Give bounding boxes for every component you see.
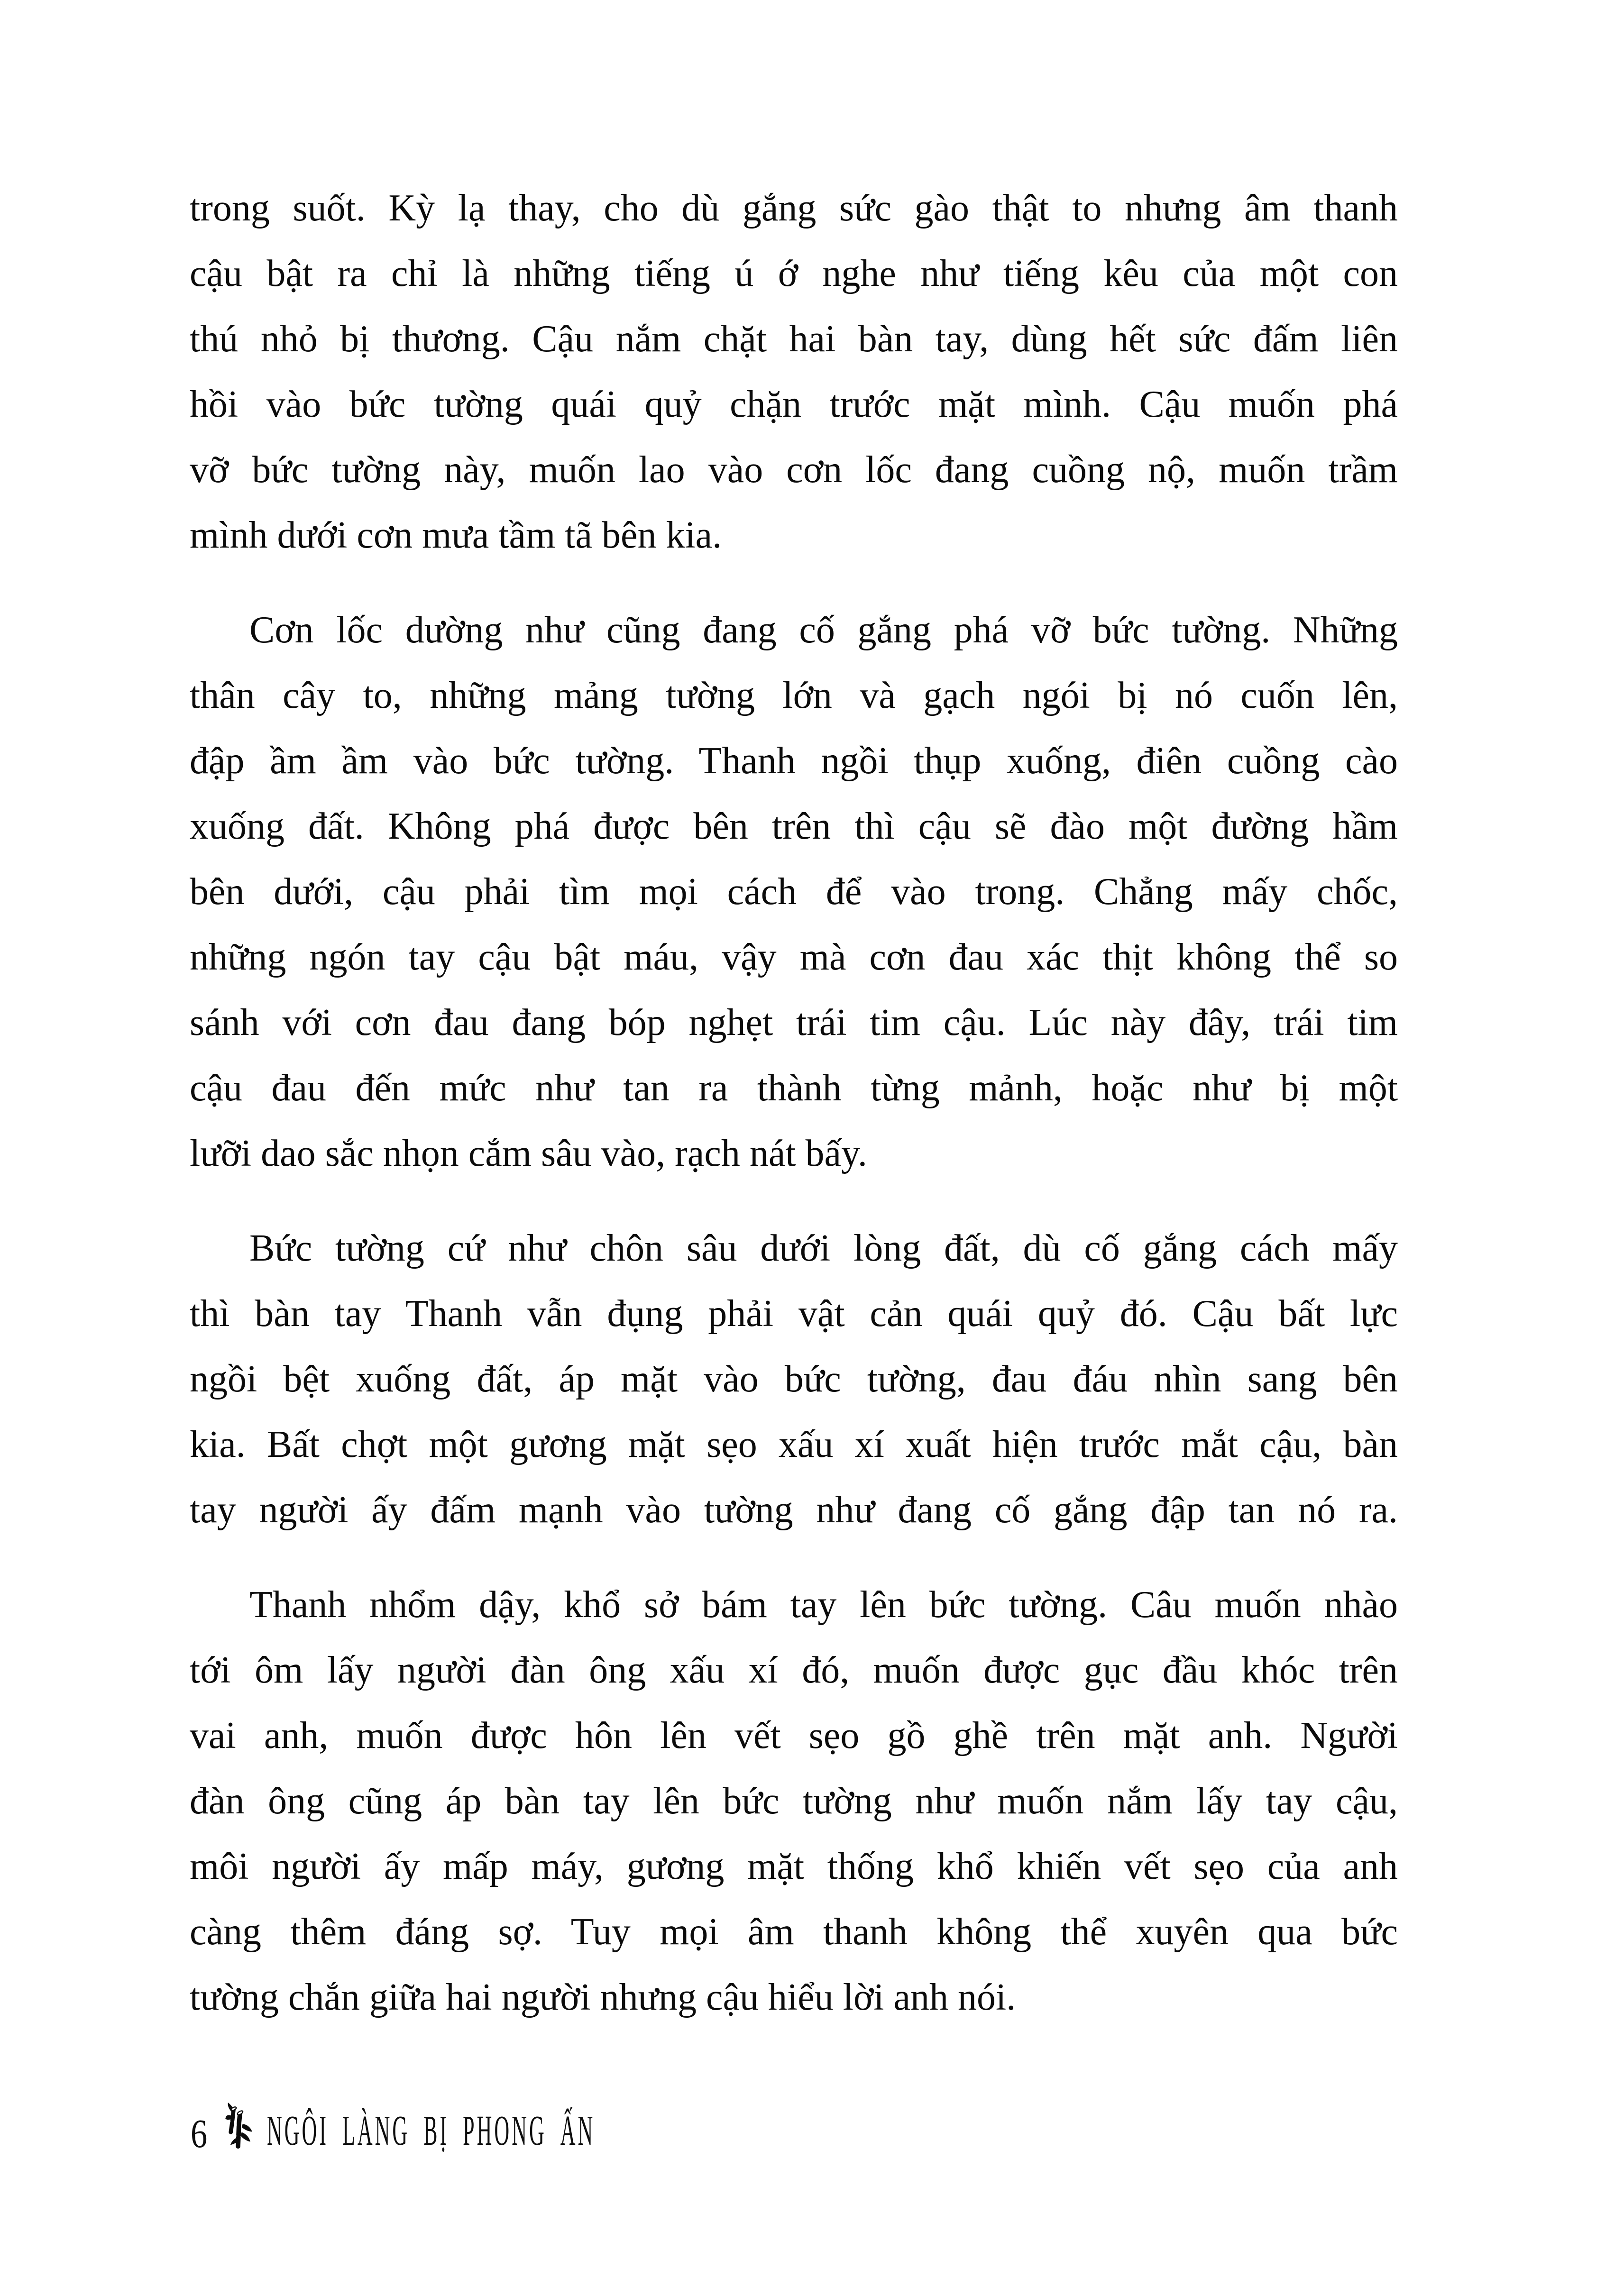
- text-line: môi người ấy mấp máy, gương mặt thống khổ khiến vết sẹo của anh: [190, 1846, 1398, 1887]
- text-line: Bức tường cứ như chôn sâu dưới lòng đất, dù cố gắng cách mấy: [249, 1227, 1398, 1269]
- text-line: lưỡi dao sắc nhọn cắm sâu vào, rạch nát bấy.: [190, 1133, 867, 1174]
- text-line: Cơn lốc dường như cũng đang cố gắng phá vỡ bức tường. Những: [249, 609, 1398, 651]
- text-line: cậu bật ra chỉ là những tiếng ú ớ nghe như tiếng kêu của một con: [190, 253, 1398, 294]
- text-line: vai anh, muốn được hôn lên vết sẹo gồ ghề trên mặt anh. Người: [190, 1715, 1398, 1756]
- paragraph-4: [190, 1572, 1398, 2030]
- text-line: thú nhỏ bị thương. Cậu nắm chặt hai bàn tay, dùng hết sức đấm liên: [190, 318, 1398, 360]
- page-number: 6: [191, 2110, 208, 2156]
- paragraph-2: [190, 597, 1398, 1186]
- paragraph-3: [190, 1216, 1398, 1543]
- text-line: những ngón tay cậu bật máu, vậy mà cơn đau xác thịt không thể so: [190, 936, 1398, 978]
- bamboo-icon: [225, 2102, 253, 2150]
- text-line: mình dưới cơn mưa tầm tã bên kia.: [190, 514, 722, 556]
- text-line: thì bàn tay Thanh vẫn đụng phải vật cản quái quỷ đó. Cậu bất lực: [190, 1293, 1398, 1335]
- text-line: kia. Bất chợt một gương mặt sẹo xấu xí xuất hiện trước mắt cậu, bàn: [190, 1424, 1398, 1465]
- text-line: Thanh nhổm dậy, khổ sở bám tay lên bức tường. Câu muốn nhào: [249, 1584, 1398, 1626]
- paragraph-1: [190, 175, 1398, 568]
- text-line: tay người ấy đấm mạnh vào tường như đang cố gắng đập tan nó ra.: [190, 1489, 1398, 1531]
- text-line: bên dưới, cậu phải tìm mọi cách để vào trong. Chẳng mấy chốc,: [190, 871, 1398, 913]
- text-line: tới ôm lấy người đàn ông xấu xí đó, muốn được gục đầu khóc trên: [190, 1649, 1398, 1691]
- text-line: hồi vào bức tường quái quỷ chặn trước mặt mình. Cậu muốn phá: [190, 384, 1398, 425]
- text-line: vỡ bức tường này, muốn lao vào cơn lốc đang cuồng nộ, muốn trầm: [190, 449, 1398, 491]
- text-line: thân cây to, những mảng tường lớn và gạch ngói bị nó cuốn lên,: [190, 675, 1398, 716]
- book-title: NGÔI LÀNG BỊ PHONG ẤN: [267, 2107, 596, 2155]
- text-line: đập ầm ầm vào bức tường. Thanh ngồi thụp xuống, điên cuồng cào: [190, 740, 1398, 782]
- text-line: càng thêm đáng sợ. Tuy mọi âm thanh không thể xuyên qua bức: [190, 1911, 1398, 1953]
- text-line: đàn ông cũng áp bàn tay lên bức tường như muốn nắm lấy tay cậu,: [190, 1780, 1398, 1822]
- text-line: ngồi bệt xuống đất, áp mặt vào bức tường, đau đáu nhìn sang bên: [190, 1358, 1398, 1400]
- text-line: cậu đau đến mức như tan ra thành từng mảnh, hoặc như bị một: [190, 1067, 1398, 1109]
- page-footer: [191, 2090, 924, 2156]
- body-text: [190, 175, 1398, 2030]
- text-line: xuống đất. Không phá được bên trên thì cậu sẽ đào một đường hầm: [190, 805, 1398, 847]
- text-line: sánh với cơn đau đang bóp nghẹt trái tim cậu. Lúc này đây, trái tim: [190, 1002, 1398, 1043]
- text-line: trong suốt. Kỳ lạ thay, cho dù gắng sức gào thật to nhưng âm thanh: [190, 187, 1398, 229]
- text-line: tường chắn giữa hai người nhưng cậu hiểu lời anh nói.: [190, 1976, 1016, 2018]
